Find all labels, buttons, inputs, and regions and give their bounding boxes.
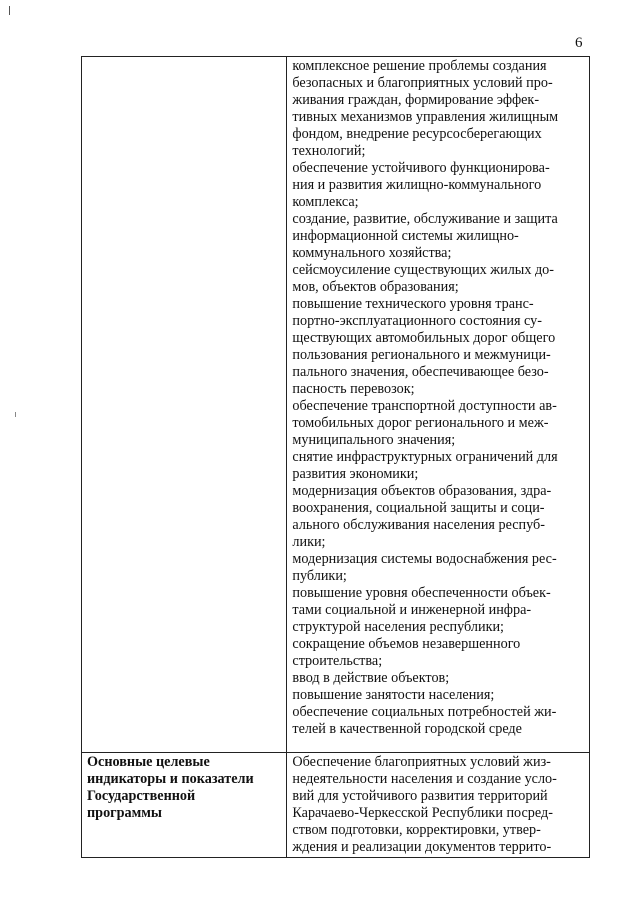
indicators-label: Основные целевые индикаторы и показатели Государственной программы	[87, 754, 254, 821]
table-cell-label	[82, 57, 287, 753]
margin-scan-mark	[9, 6, 10, 15]
program-goals-text: комплексное решение проблемы создания безопасных и благоприятных условий про- живания граждан, формирование эффек- тивных механизмов управления жилищным фондом, внедрение ресурсосберегающих технологий; обеспечение устойчивого функционирова- ния и развития жилищно-коммунального комплекса; создание, развитие, обслуживание и защита информационной системы жилищно- коммунального хозяйства; сейсмоусиление существующих жилых до- мов, объектов образования; повышение технического уровня транс- портно-эксплуатационного состояния су- ществующих автомобильных дорог общего пользования регионального и межмуници- пального значения, обеспечивающее безо- пасность перевозок; обеспечение транспортной доступности ав- томобильных дорог регионального и меж- муниципального значения; снятие инфраструктурных ограничений для развития экономики; модернизация объектов образования, здра- воохранения, социальной защиты и соци- ального обслуживания населения респуб- лики; модернизация системы водоснабжения рес- публики; повышение уровня обеспеченности объек- тами социальной и инженерной инфра- структурой населения республики; сокращение объемов незавершенного строительства; ввод в действие объектов; повышение занятости населения; обеспечение социальных потребностей жи- телей в качественной городской среде	[292, 58, 559, 737]
table-row	[82, 57, 590, 753]
row-label	[82, 57, 286, 58]
table-cell-content	[287, 753, 590, 858]
indicators-text: Обеспечение благоприятных условий жиз- недеятельности населения и создание усло- вий для устойчивого развития территорий Карачаево-Черкесской Республики посред- ством подготовки, корректировки, утвер- ждения и реализации документов террито-	[292, 754, 557, 855]
table-row	[82, 753, 590, 858]
margin-scan-mark	[15, 412, 16, 417]
table-cell-content	[287, 57, 590, 753]
table-cell-label	[82, 753, 287, 858]
program-passport-table	[81, 56, 590, 858]
page-number: 6	[575, 35, 583, 51]
